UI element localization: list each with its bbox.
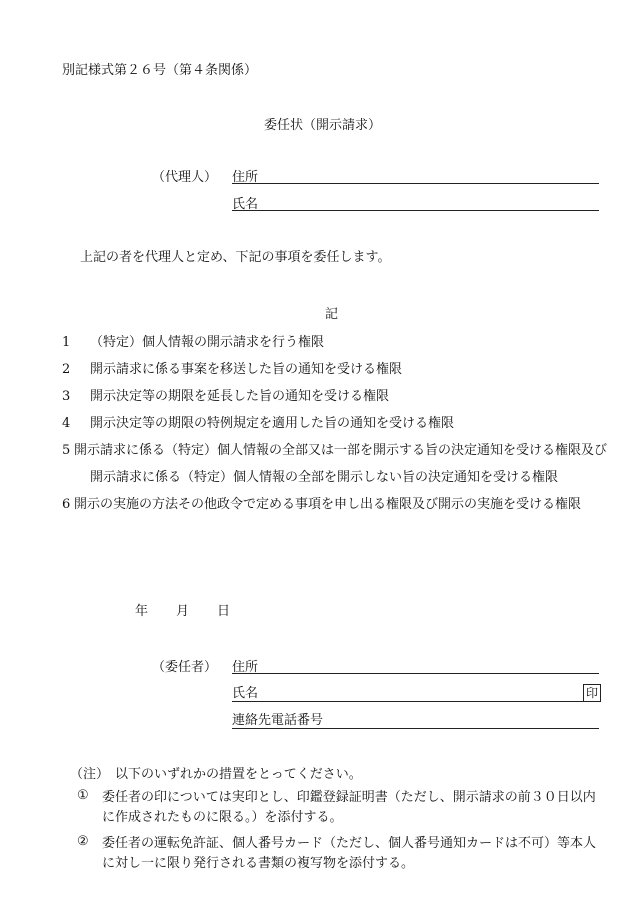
principal-address-label: 住所 bbox=[232, 660, 259, 675]
agent-name-line[interactable] bbox=[232, 210, 599, 211]
delegation-statement: 上記の者を代理人と定め、下記の事項を委任します。 bbox=[80, 250, 391, 265]
seal-box: 印 bbox=[583, 684, 601, 702]
note-intro: 以下のいずれかの措置をとってください。 bbox=[115, 767, 362, 782]
list-item bbox=[62, 383, 607, 410]
list-item bbox=[62, 410, 607, 437]
list-item bbox=[62, 491, 607, 518]
item-text: 開示決定等の期限の特例規定を適用した旨の通知を受ける権限 bbox=[90, 416, 455, 431]
date-month: 月 bbox=[176, 604, 190, 619]
principal-phone-label: 連絡先電話番号 bbox=[232, 713, 324, 728]
form-id: 別記様式第２６号（第４条関係） bbox=[62, 63, 258, 78]
list-item bbox=[62, 329, 607, 356]
item-number: 1 bbox=[62, 335, 71, 350]
date-day: 日 bbox=[217, 604, 231, 619]
item-text: 開示請求に係る事案を移送した旨の通知を受ける権限 bbox=[90, 362, 403, 377]
item-text: 開示請求に係る（特定）個人情報の全部又は一部を開示する旨の決定通知を受ける権限及び開示請求に係る（特定）個人情報の全部を開示しない旨の決定通知を受ける権限 bbox=[74, 443, 608, 485]
note-item-text-content: 委任者の印については実印とし、印鑑登録証明書（ただし、開示請求の前３０日以内に作成されたものに限る。）を添付する。 bbox=[102, 790, 596, 825]
item-text: 開示決定等の期限を延長した旨の通知を受ける権限 bbox=[90, 389, 390, 404]
note-item-mark: ① bbox=[77, 788, 89, 803]
note-item-text bbox=[102, 788, 600, 828]
note-item-text-content: 委任者の運転免許証、個人番号カード（ただし、個人番号通知カードは不可）等本人に対し一に限り発行される書類の複写物を添付する。 bbox=[102, 836, 597, 871]
document-title: 委任状（開示請求） bbox=[264, 118, 382, 133]
item-text: （特定）個人情報の開示請求を行う権限 bbox=[90, 335, 325, 350]
item-text: 開示の実施の方法その他政令で定める事項を申し出る権限及び開示の実施を受ける権限 bbox=[74, 497, 582, 512]
agent-role: （代理人） bbox=[152, 170, 218, 185]
agent-address-line[interactable] bbox=[232, 183, 599, 184]
list-item bbox=[62, 356, 607, 383]
principal-name-label: 氏名 bbox=[232, 686, 259, 701]
date-year: 年 bbox=[135, 604, 149, 619]
list-item bbox=[62, 437, 607, 491]
note-item-mark: ② bbox=[77, 834, 89, 849]
agent-name-label: 氏名 bbox=[232, 197, 259, 212]
principal-role: （委任者） bbox=[152, 660, 218, 675]
note-item-text bbox=[102, 834, 600, 874]
item-number: 5 bbox=[62, 443, 71, 458]
note-label: （注） bbox=[70, 767, 110, 782]
ki-heading: 記 bbox=[325, 307, 339, 322]
principal-address-line[interactable] bbox=[232, 673, 599, 674]
agent-address-label: 住所 bbox=[232, 170, 259, 185]
item-number: 2 bbox=[62, 362, 71, 377]
item-number: 6 bbox=[62, 497, 71, 512]
item-number: 3 bbox=[62, 389, 71, 404]
principal-phone-line[interactable] bbox=[232, 728, 599, 729]
principal-name-line[interactable] bbox=[232, 701, 599, 702]
item-number: 4 bbox=[62, 416, 71, 431]
delegated-items-list bbox=[62, 329, 607, 518]
